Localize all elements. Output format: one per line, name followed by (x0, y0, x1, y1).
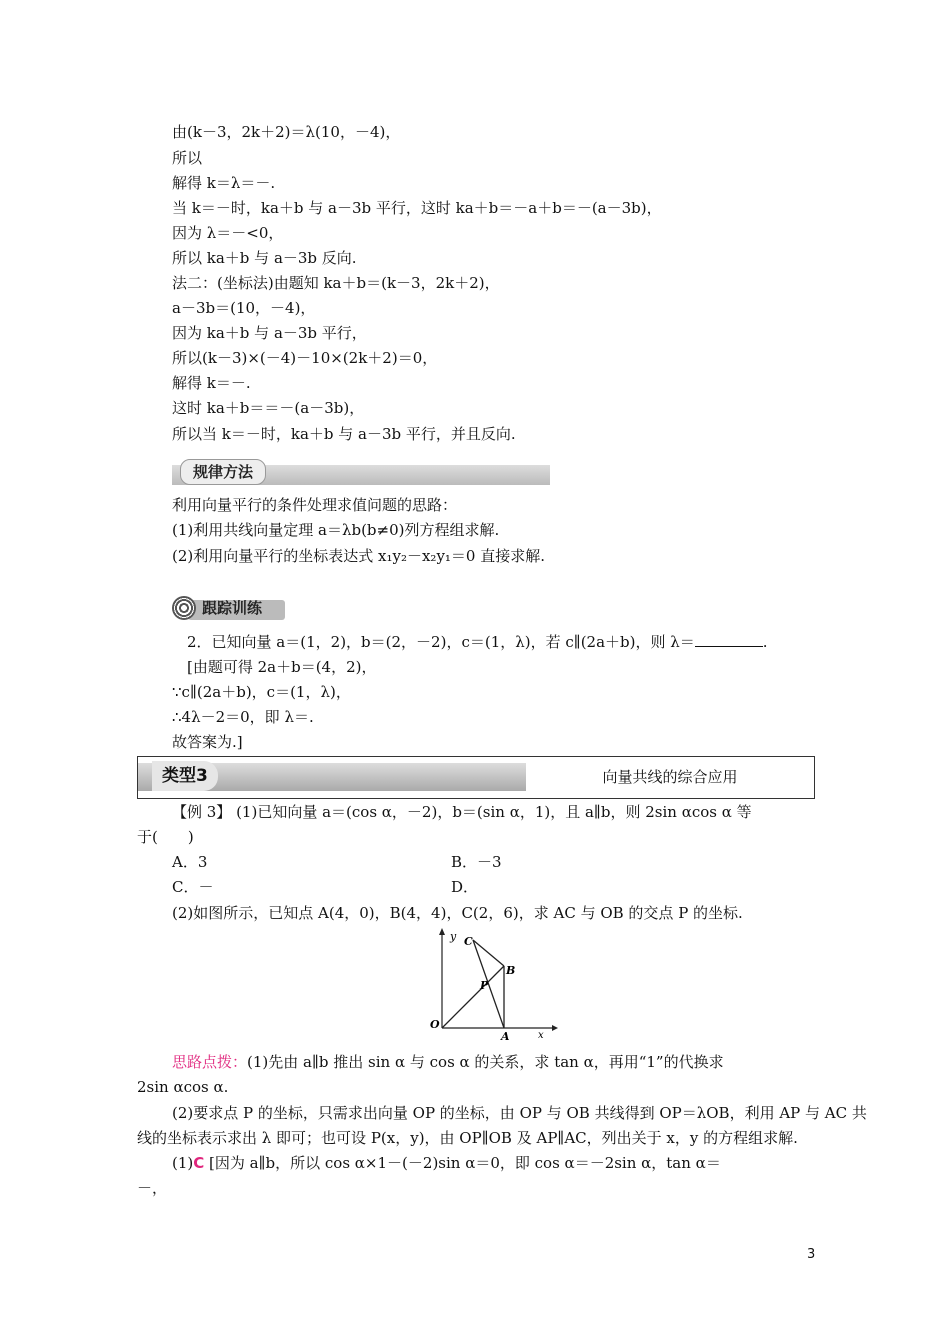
solution-line: 由(k－3，2k＋2)＝λ(10，－4)， (172, 123, 401, 141)
practice-answer-line: ∴4λ－2＝0，即 λ＝. (172, 708, 314, 726)
method-header (172, 459, 550, 485)
answer-line (172, 1153, 721, 1173)
hint-line: 2sin αcos α. (137, 1078, 229, 1096)
label-c: C (464, 935, 473, 948)
hint-line: 线的坐标表示求出 λ 即可；也可设 P(x，y)，由 OP∥OB 及 AP∥AC，列出关于 x，y 的方程组求解. (137, 1129, 798, 1147)
label-p: P (480, 979, 489, 992)
practice-answer-line: [由题可得 2a＋b＝(4，2)， (187, 658, 377, 676)
solution-line: 当 k＝－时，ka＋b 与 a－3b 平行，这时 ka＋b＝－a＋b＝－(a－3b)， (172, 199, 662, 217)
method-line: (2)利用向量平行的坐标表达式 x₁y₂－x₂y₁＝0 直接求解. (172, 547, 546, 565)
option-c: C．－ (172, 878, 214, 896)
solution-line: 解得 k＝－. (172, 374, 251, 392)
label-b: B (506, 964, 516, 977)
page-number: 3 (807, 1247, 816, 1262)
segment-ob (442, 966, 504, 1028)
y-axis-arrow (439, 928, 445, 935)
practice-answer-line: 故答案为.] (172, 733, 243, 751)
x-label: x (538, 1030, 544, 1040)
label-o: O (430, 1018, 440, 1031)
practice-answer-line: ∵c∥(2a＋b)，c＝(1，λ)， (172, 683, 351, 701)
x-axis-arrow (552, 1025, 558, 1031)
solution-line: 法二：(坐标法)由题知 ka＋b＝(k－3，2k＋2)， (172, 274, 500, 292)
solution-line: 所以(k－3)×(－4)－10×(2k＋2)＝0， (172, 349, 438, 367)
hint-line: (2)要求点 P 的坐标，只需求出向量 OP 的坐标，由 OP 与 OB 共线得到 OP＝λOB，利用 AP 与 AC 共 (172, 1104, 867, 1122)
solution-line: 这时 ka＋b＝＝－(a－3b)， (172, 399, 365, 417)
type3-label: 类型3 (152, 761, 218, 791)
option-a: A．3 (172, 853, 208, 871)
practice-header-label: 跟踪训练 (202, 599, 263, 617)
answer-line: －， (137, 1179, 168, 1197)
solution-line: 所以当 k＝－时，ka＋b 与 a－3b 平行，并且反向. (172, 425, 516, 443)
answer-prefix: (1) (172, 1154, 194, 1172)
practice-question-text: 2．已知向量 a＝(1，2)，b＝(2，－2)，c＝(1，λ)，若 c∥(2a＋b)，则 λ＝ (187, 633, 695, 651)
option-b: B．－3 (451, 853, 502, 871)
method-line: 利用向量平行的条件处理求值问题的思路： (172, 496, 458, 514)
method-line: (1)利用共线向量定理 a＝λb(b≠0)列方程组求解. (172, 521, 500, 539)
example-line: 【例 3】 (1)已知向量 a＝(cos α，－2)，b＝(sin α，1)，且 a∥b，则 2sin αcos α 等 (172, 803, 752, 821)
example-line: 于( ) (137, 828, 194, 846)
type3-box (137, 756, 815, 799)
method-header-label: 规律方法 (180, 459, 266, 485)
coordinate-figure (424, 925, 564, 1040)
answer-text: [因为 a∥b，所以 cos α×1－(－2)sin α＝0，即 cos α＝－2sin α，tan α＝ (209, 1154, 721, 1172)
practice-header (172, 596, 287, 622)
example-part2: (2)如图所示，已知点 A(4，0)，B(4，4)，C(2，6)，求 AC 与 OB 的交点 P 的坐标. (172, 904, 743, 922)
hint-label: 思路点拨： (172, 1053, 248, 1071)
solution-line: 因为 ka＋b 与 a－3b 平行， (172, 324, 367, 342)
target-icon (172, 596, 196, 620)
solution-line: 所以 (172, 149, 203, 167)
answer-blank (695, 632, 763, 647)
option-d: D． (451, 878, 479, 896)
hint-line (172, 1052, 724, 1072)
hint-text: (1)先由 a∥b 推出 sin α 与 cos α 的关系，求 tan α，再用“1”的代换求 (247, 1053, 724, 1071)
y-label: y (450, 930, 457, 943)
type3-title: 向量共线的综合应用 (602, 768, 738, 786)
solution-line: a－3b＝(10，－4)， (172, 299, 316, 317)
label-a: A (501, 1030, 510, 1040)
solution-line: 解得 k＝λ＝－. (172, 174, 276, 192)
solution-line: 所以 ka＋b 与 a－3b 反向. (172, 249, 357, 267)
solution-line: 因为 λ＝－<0， (172, 224, 284, 242)
practice-question (187, 632, 768, 652)
practice-question-end: . (762, 633, 768, 651)
answer-letter: C (193, 1154, 205, 1172)
